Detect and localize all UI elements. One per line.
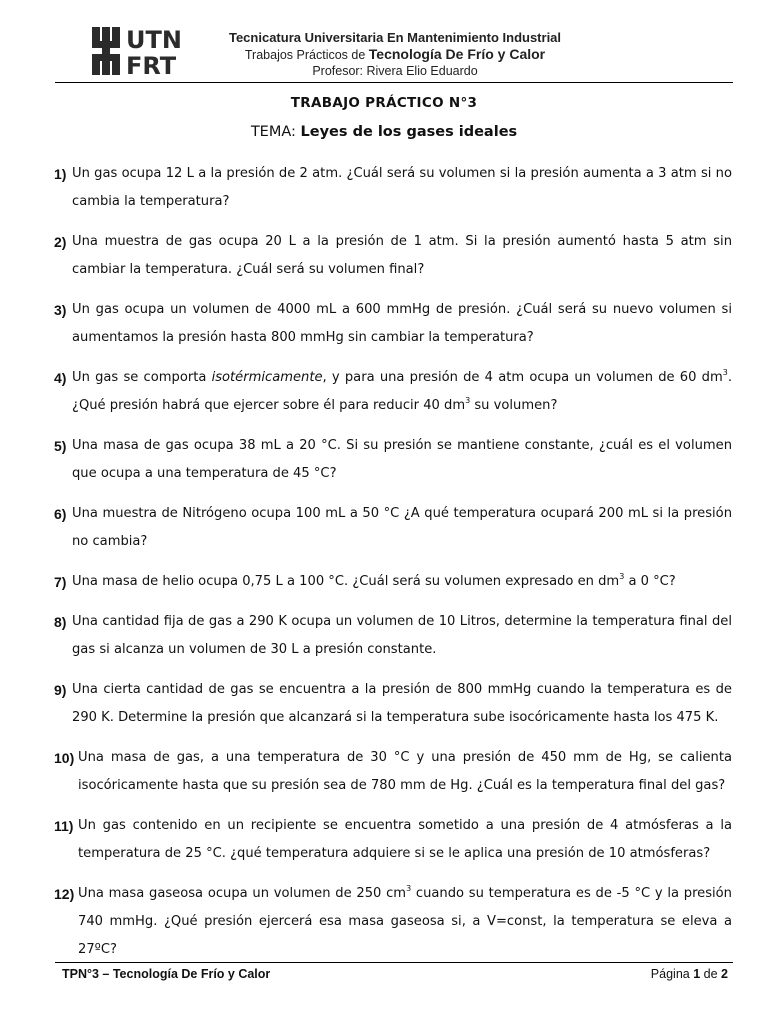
exercise-item [54, 364, 732, 420]
exercise-number: 7) [54, 574, 67, 590]
italic-term: isotérmicamente [211, 370, 323, 385]
exercise-text: Una muestra de Nitrógeno ocupa 100 mL a 50 °C ¿A qué temperatura ocupará 200 mL si la presión no cambia? [72, 506, 732, 549]
exercise-number: 2) [54, 234, 67, 250]
exercise-item [54, 812, 732, 868]
logo-line-utn: UTN [126, 26, 182, 54]
exercise-text: Una masa gaseosa ocupa un volumen de 250 $cm^3$ cuando su temperatura es de -5 °C y la presión 740 mmHg. ¿Qué presión ejercerá esa masa gaseosa si, a V=const, la temperatura se eleva a 27ºC? [78, 884, 732, 957]
exercise-text: Una masa de gas ocupa 38 mL a 20 °C. Si su presión se mantiene constante, ¿cuál es el volumen que ocupa a una temperatura de 45 °C? [72, 438, 732, 481]
exercise-item [54, 676, 732, 732]
exercise-text: Una cierta cantidad de gas se encuentra a la presión de 800 mmHg cuando la temperatura es de 290 K. Determine la presión que alcanzará si la temperatura sube isocóricamente hasta los 475 K. [72, 682, 732, 725]
utn-frt-logo [90, 25, 200, 81]
header-professor: Profesor: Rivera Elio Eduardo [312, 64, 478, 78]
exercise-number: 1) [54, 166, 67, 182]
exercise-item [54, 880, 732, 964]
header-text [210, 30, 580, 79]
page-title: TRABAJO PRÁCTICO N°3 [290, 95, 478, 111]
header-divider [55, 82, 733, 83]
exercise-text: Una cantidad fija de gas a 290 K ocupa un volumen de 10 Litros, determine la temperatura final del gas si alcanza un volumen de 30 L a presión constante. [72, 614, 732, 657]
exercise-number: 4) [54, 370, 67, 386]
exercise-item [54, 296, 732, 352]
exercise-item [54, 228, 732, 284]
exercise-text: Un gas contenido en un recipiente se encuentra sometido a una presión de 4 atmósferas a la temperatura de 25 °C. ¿qué temperatura adquiere si se le aplica una presión de 10 atmósferas? [78, 818, 732, 861]
exercise-text: Una masa de gas, a una temperatura de 30 °C y una presión de 450 mm de Hg, se calienta isocóricamente hasta que su presión sea de 780 mm de Hg. ¿Cuál es la temperatura final del gas? [78, 750, 732, 793]
exercise-item [54, 608, 732, 664]
exercise-number: 3) [54, 302, 67, 318]
header-course: Trabajos Prácticos de Tecnología De Frío y Calor [244, 46, 546, 62]
exercise-item [54, 432, 732, 488]
header-institution: Tecnicatura Universitaria En Mantenimiento Industrial [228, 30, 562, 45]
exercise-item [54, 568, 732, 596]
footer-page-number: Página 1 de 2 [650, 967, 728, 981]
topic-value: Leyes de los gases ideales [300, 124, 518, 140]
exercise-text: Un gas ocupa un volumen de 4000 mL a 600 mmHg de presión. ¿Cuál será su nuevo volumen si aumentamos la presión hasta 800 mmHg sin cambiar la temperatura? [72, 302, 732, 345]
exercise-number: 9) [54, 682, 67, 698]
topic-line: TEMA: Leyes de los gases ideales [250, 124, 518, 140]
exercise-number: 6) [54, 506, 67, 522]
page-header [0, 0, 768, 86]
exercise-item [54, 744, 732, 800]
footer-course-label: TPN°3 – Tecnología De Frío y Calor [62, 967, 271, 981]
header-subject: Tecnología De Frío y Calor [368, 46, 546, 62]
exercise-text: Un gas se comporta isotérmicamente, y para una presión de 4 atm ocupa un volumen de 60 $dm^3$. ¿Qué presión habrá que ejercer sobre él para reducir 40 $dm^3$ su volumen? [72, 368, 732, 413]
exercise-number: 10) [54, 750, 75, 766]
exercise-number: 11) [54, 818, 74, 834]
exercise-number: 12) [54, 886, 75, 902]
exercise-list [54, 160, 732, 976]
exercise-text: Una muestra de gas ocupa 20 L a la presión de 1 atm. Si la presión aumentó hasta 5 atm sin cambiar la temperatura. ¿Cuál será su volumen final? [72, 234, 732, 277]
exercise-item [54, 500, 732, 556]
exercise-text: Un gas ocupa 12 L a la presión de 2 atm. ¿Cuál será su volumen si la presión aumenta a 3 atm si no cambia la temperatura? [72, 166, 732, 209]
exercise-item [54, 160, 732, 216]
logo-line-frt: FRT [126, 52, 177, 77]
exercise-text: Una masa de helio ocupa 0,75 L a 100 °C. ¿Cuál será su volumen expresado en $dm^3$ a 0 °C? [72, 572, 676, 589]
exercise-number: 5) [54, 438, 67, 454]
footer-divider [55, 962, 733, 963]
exercise-number: 8) [54, 614, 67, 630]
